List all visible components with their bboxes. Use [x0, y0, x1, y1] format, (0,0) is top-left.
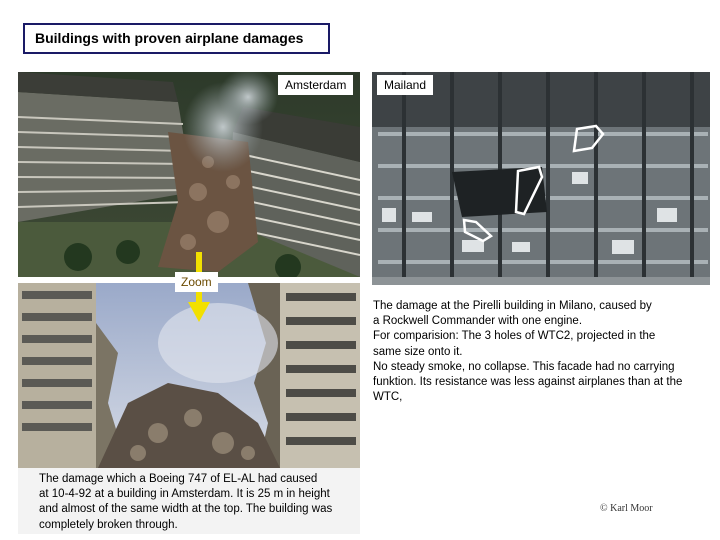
- milan-caption-line: funktion. Its resistance was less against airplanes than at the: [373, 376, 683, 389]
- milan-label: Mailand: [377, 75, 433, 95]
- milan-caption-line: same size onto it.: [373, 345, 463, 358]
- amsterdam-aerial-photo: [18, 72, 360, 277]
- amsterdam-caption-line: and almost of the same width at the top. The building was: [39, 503, 333, 516]
- milan-caption-line: a Rockwell Commander with one engine.: [373, 315, 583, 328]
- milan-pirelli-photo: [372, 72, 710, 285]
- amsterdam-label: Amsterdam: [278, 75, 353, 95]
- milan-caption: [373, 299, 715, 405]
- amsterdam-caption-line: at 10-4-92 at a building in Amsterdam. It is 25 m in height: [39, 488, 330, 501]
- milan-caption-line: WTC,: [373, 391, 403, 404]
- milan-caption-line: No steady smoke, no collapse. This facade had no carrying: [373, 360, 675, 373]
- amsterdam-caption-line: The damage which a Boeing 747 of EL-AL had caused: [39, 473, 318, 485]
- page-title: Buildings with proven airplane damages: [23, 23, 330, 54]
- milan-caption-line: For comparision: The 3 holes of WTC2, projected in the: [373, 330, 656, 343]
- zoom-label: Zoom: [175, 272, 218, 292]
- milan-caption-line: The damage at the Pirelli building in Milano, caused by: [373, 300, 652, 312]
- amsterdam-caption: [39, 472, 361, 533]
- copyright-note: © Karl Moor: [600, 503, 653, 514]
- amsterdam-caption-line: completely broken through.: [39, 518, 178, 531]
